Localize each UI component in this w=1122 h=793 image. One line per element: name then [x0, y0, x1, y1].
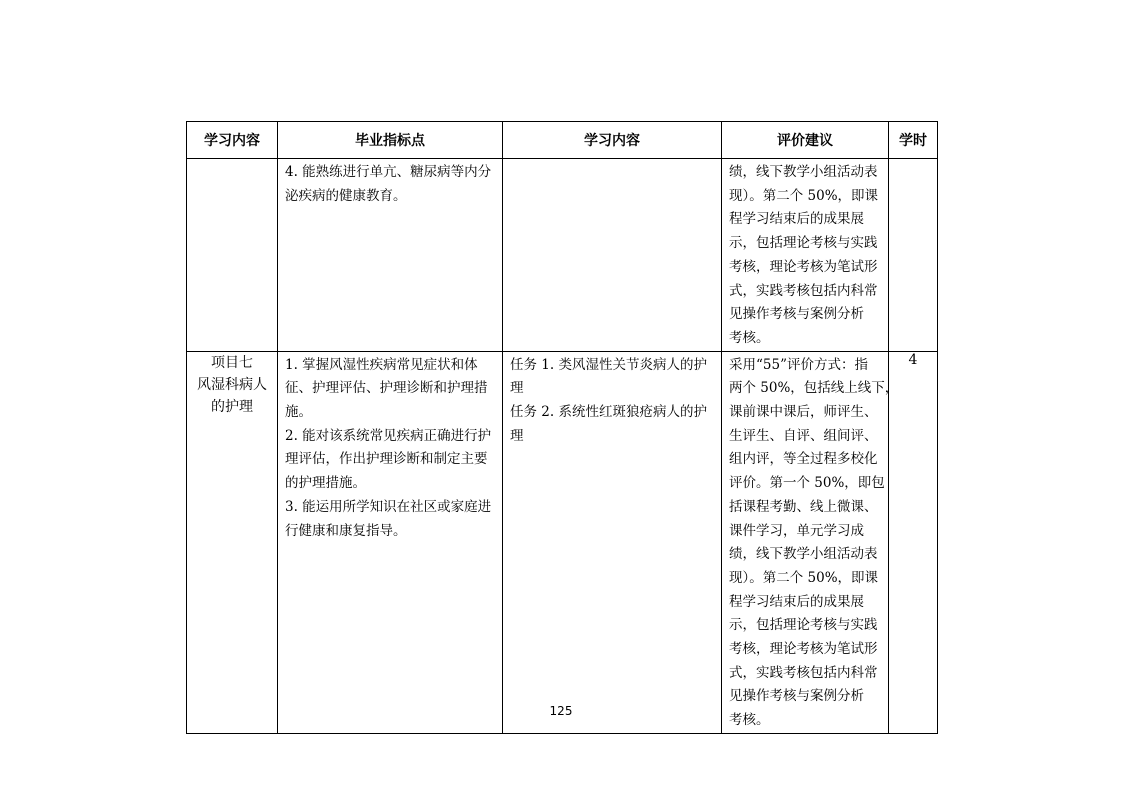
curriculum-table — [186, 121, 938, 734]
hours-cell: 4 — [889, 351, 938, 733]
text-line: 现）。第二个 50%，即课 — [729, 187, 879, 204]
header-evaluation-suggestions: 评价建议 — [722, 122, 889, 159]
header-learning-content: 学习内容 — [187, 122, 278, 159]
text-line: 括课程考勤、线上微课、 — [729, 498, 878, 515]
text-line: 绩，线下教学小组活动表 — [729, 546, 878, 563]
project-cell — [187, 351, 278, 733]
text-line: 任务 1. 类风湿性关节炎病人的护 — [510, 356, 707, 373]
text-line: 的护理措施。 — [285, 475, 366, 492]
tasks-cell — [503, 351, 722, 733]
text-line: 任务 2. 系统性红斑狼疮病人的护 — [510, 404, 707, 421]
text-line: 理 — [510, 380, 524, 397]
text-line: 示，包括理论考核与实践 — [729, 617, 878, 634]
project-cell — [187, 159, 278, 352]
text-line: 施。 — [285, 404, 312, 421]
text-line: 泌疾病的健康教育。 — [285, 187, 407, 204]
indicators-cell — [278, 159, 503, 352]
text-line: 课前课中课后，师评生、 — [729, 404, 878, 421]
table-row — [187, 351, 938, 733]
text-line: 行健康和康复指导。 — [285, 522, 407, 539]
text-line: 组内评，等全过程多校化 — [729, 451, 878, 468]
header-hours: 学时 — [889, 122, 938, 159]
text-line: 采用“55”评价方式：指 — [729, 356, 868, 373]
text-line: 理评估，作出护理诊断和制定主要 — [285, 451, 488, 468]
text-line: 式，实践考核包括内科常 — [729, 282, 878, 299]
text-line: 两个 50%，包括线上线下， — [729, 380, 899, 397]
header-graduation-indicators: 毕业指标点 — [278, 122, 503, 159]
text-line: 2. 能对该系统常见疾病正确进行护 — [285, 427, 492, 444]
text-line: 征、护理评估、护理诊断和护理措 — [285, 380, 488, 397]
text-line: 式，实践考核包括内科常 — [729, 664, 878, 681]
text-line: 现）。第二个 50%，即课 — [729, 569, 879, 586]
text-line: 生评生、自评、组间评、 — [729, 427, 878, 444]
header-learning-tasks: 学习内容 — [503, 122, 722, 159]
hours-cell — [889, 159, 938, 352]
text-line: 考核。 — [729, 329, 770, 346]
evaluation-cell — [722, 351, 899, 733]
text-line: 示，包括理论考核与实践 — [729, 235, 878, 252]
text-line: 考核，理论考核为笔试形 — [729, 258, 878, 275]
text-line: 4. 能熟练进行单亢、糖尿病等内分 — [285, 164, 492, 180]
text-line: 项目七 — [211, 354, 253, 371]
table-row — [187, 159, 938, 352]
text-line: 考核，理论考核为笔试形 — [729, 641, 878, 658]
text-line: 风湿科病人 — [197, 376, 267, 393]
text-line: 考核。 — [729, 712, 770, 729]
text-line: 理 — [510, 427, 524, 444]
text-line: 程学习结束后的成果展 — [729, 593, 864, 610]
text-line: 绩，线下教学小组活动表 — [729, 164, 878, 180]
page-number: 125 — [549, 704, 573, 718]
table-header-row — [187, 122, 938, 159]
text-line: 3. 能运用所学知识在社区或家庭进 — [285, 498, 492, 515]
text-line: 1. 掌握风湿性疾病常见症状和体 — [285, 356, 478, 373]
text-line: 的护理 — [211, 398, 253, 415]
text-line: 见操作考核与案例分析 — [729, 306, 864, 323]
text-line: 见操作考核与案例分析 — [729, 688, 864, 705]
text-line: 课件学习，单元学习成 — [729, 522, 864, 539]
tasks-cell — [503, 159, 722, 352]
evaluation-cell — [722, 159, 889, 352]
indicators-cell — [278, 351, 503, 733]
text-line: 程学习结束后的成果展 — [729, 211, 864, 228]
text-line: 评价。第一个 50%，即包 — [729, 475, 885, 492]
